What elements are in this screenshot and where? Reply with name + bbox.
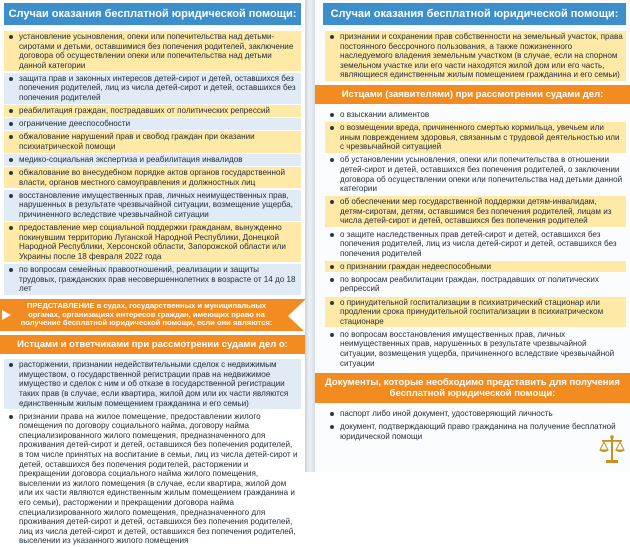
bullet-icon (330, 265, 334, 269)
bullet-icon (330, 113, 334, 117)
bullet-icon (330, 158, 334, 162)
bullet-icon (330, 412, 334, 416)
list-item: обжалование во внесудебном порядке актов органов государственной власти, органов местного самоуправления и должностных лиц (4, 167, 301, 188)
right-plaintiff-cases-list (315, 109, 630, 369)
list-item: по вопросам восстановления имущественных прав, личных неимущественных прав, нарушенных в результате чрезвычайной ситуации, возмещения ущерба, причиненного вследствие чрезвычайной ситуации (325, 329, 626, 369)
page-fold (305, 0, 315, 472)
representation-banner: ПРЕДСТАВЛЕНИЕ в судах, государственных и муниципальных органах, организациях интересов граждан, имеющих право на получение бесплатной юридической помощи, если они являются: (0, 299, 305, 331)
bullet-icon (330, 35, 334, 39)
list-item: защита прав и законных интересов детей-сирот и детей, оставшихся без попечения родителей, лиц из числа детей-сирот и детей, оставшихся без попечения родителей (4, 73, 301, 104)
list-item: о возмещении вреда, причиненного смертью кормильца, увечьем или иным повреждением здоровья, связанным с трудовой деятельностью или с чрезвычайной ситуацией (325, 122, 626, 153)
bullet-icon (9, 135, 13, 139)
bullet-icon (330, 333, 334, 337)
list-item: об обеспечении мер государственной поддержки детям-инвалидам, детям-сиротам, детям, оставшимся без попечения родителей, лицам из числа детей-сирот и детей, оставшихся без попечения родителей (325, 196, 626, 227)
bullet-icon (9, 171, 13, 175)
bullet-icon (9, 226, 13, 230)
bullet-icon (9, 122, 13, 126)
bullet-icon (9, 363, 13, 367)
bullet-icon (330, 301, 334, 305)
left-subheading: Истцами и ответчиками при рассмотрении судами дел о: (0, 335, 305, 354)
bullet-icon (9, 194, 13, 198)
list-item: о признании граждан недееспособными (325, 261, 626, 273)
right-subheading: Истцами (заявителями) при рассмотрении судами дел: (315, 85, 630, 104)
list-item: признании права на жилое помещение, предоставлении жилого помещения по договору социального найма, договору найма специализированного жилого помещения, предназначенного для проживания детей-сирот и детей, оставшихся без попечения родителей, в том числе принятых на воспитание в семьи, лиц из числа детей-сирот и детей, оставшихся без попечения родителей, расторжении и прекращении договора социального найма жилого помещения, выселении из жилого помещения (в случае, если квартира, жилой дом или их части являются единственным жилым помещением гражданина и его семьи), расторжении и прекращении договора найма специализированного жилого помещения, предназначенного для проживания детей-сирот и детей, оставшихся без попечения родителей, лиц из числа детей-сирот и детей, оставшихся без попечения родителей, выселении из указанного жилого помещения (4, 411, 301, 547)
bullet-icon (9, 415, 13, 419)
list-item: признании и сохранении прав собственности на земельный участок, права постоянного бессрочного пользования, а также пожизненного наследуемого владения земельным участком (в случае, если на спорном земельном участке или его части находятся жилой дом или его часть, являющиеся единственным жилым помещением гражданина и его семьи) (325, 31, 626, 81)
list-item: обжалование нарушений прав и свобод граждан при оказании психиатрической помощи (4, 131, 301, 152)
bullet-icon (9, 109, 13, 113)
list-item: о защите наследственных прав детей-сирот и детей, оставшихся без попечения родителей, лиц из числа детей-сирот и детей, оставшихся без попечения родителей (325, 229, 626, 260)
list-item: по вопросам семейных правоотношений, реализации и защиты трудовых, гражданских прав несовершеннолетних в возрасте от 14 до 18 лет (4, 264, 301, 295)
list-item: об установлении усыновления, опеки или попечительства в отношении детей-сирот и детей, оставшихся без попечения родителей, о заключении договора об осуществлении опеки или попечительства над детьми данной категории (325, 154, 626, 194)
list-item: расторжении, признании недействительными сделок с недвижимым имуществом, о государственной регистрации прав на недвижимое имущество и сделок с ним и об отказе в государственной регистрации таких прав (в случае, если квартира, жилой дом или их части являются единственным жилым помещением гражданина и его семьи) (4, 359, 301, 409)
list-item: предоставление мер социальной поддержки гражданам, вынужденно покинувшим территорию Луганской Народной Республики, Донецкой Народной Республики, Херсонской области, Запорожской области или Украины после 18 февраля 2022 года (4, 222, 301, 262)
bullet-icon (9, 158, 13, 162)
bullet-icon (9, 77, 13, 81)
list-item: медико-социальная экспертиза и реабилитация инвалидов (4, 154, 301, 166)
bullet-icon (330, 278, 334, 282)
required-documents-list (315, 408, 630, 442)
bullet-icon (330, 200, 334, 204)
list-item: документ, подтверждающий право гражданина на получение бесплатной юридической помощи (325, 421, 626, 442)
bullet-icon (330, 425, 334, 429)
right-page (315, 0, 630, 472)
left-court-cases-list (0, 359, 305, 547)
documents-heading: Документы, которые необходимо представить для получения бесплатной юридической помощи: (315, 373, 630, 403)
left-cases-list (0, 31, 305, 295)
list-item: ограничение дееспособности (4, 118, 301, 130)
left-page-title: Случаи оказания бесплатной юридической помощи: (4, 3, 301, 25)
arrow-right-icon (2, 310, 11, 320)
scales-of-justice-icon (598, 434, 626, 466)
list-item: паспорт либо иной документ, удостоверяющий личность (325, 408, 626, 420)
list-item: установление усыновления, опеки или попечительства над детьми-сиротами и детьми, оставшимися без попечения родителей, заключение договора об осуществлении опеки или попечительства над детьми данной категории (4, 31, 301, 71)
list-item: восстановление имущественных прав, личных неимущественных прав, нарушенных в результате чрезвычайной ситуации, возмещение ущерба, причиненного вследствие чрезвычайной ситуации (4, 190, 301, 221)
right-page-title: Случаи оказания бесплатной юридической помощи: (323, 3, 626, 25)
list-item: о принудительной госпитализации в психиатрический стационар или продлении срока принудительной госпитализации в психиатрическом стационаре (325, 297, 626, 328)
left-page (0, 0, 306, 546)
bullet-icon (330, 126, 334, 130)
list-item: по вопросам реабилитации граждан, пострадавших от политических репрессий (325, 274, 626, 295)
bullet-icon (9, 268, 13, 272)
list-item: о взыскании алиментов (325, 109, 626, 121)
bullet-icon (330, 233, 334, 237)
bullet-icon (9, 35, 13, 39)
list-item: реабилитация граждан, пострадавших от политических репрессий (4, 105, 301, 117)
right-cases-list (315, 31, 630, 81)
